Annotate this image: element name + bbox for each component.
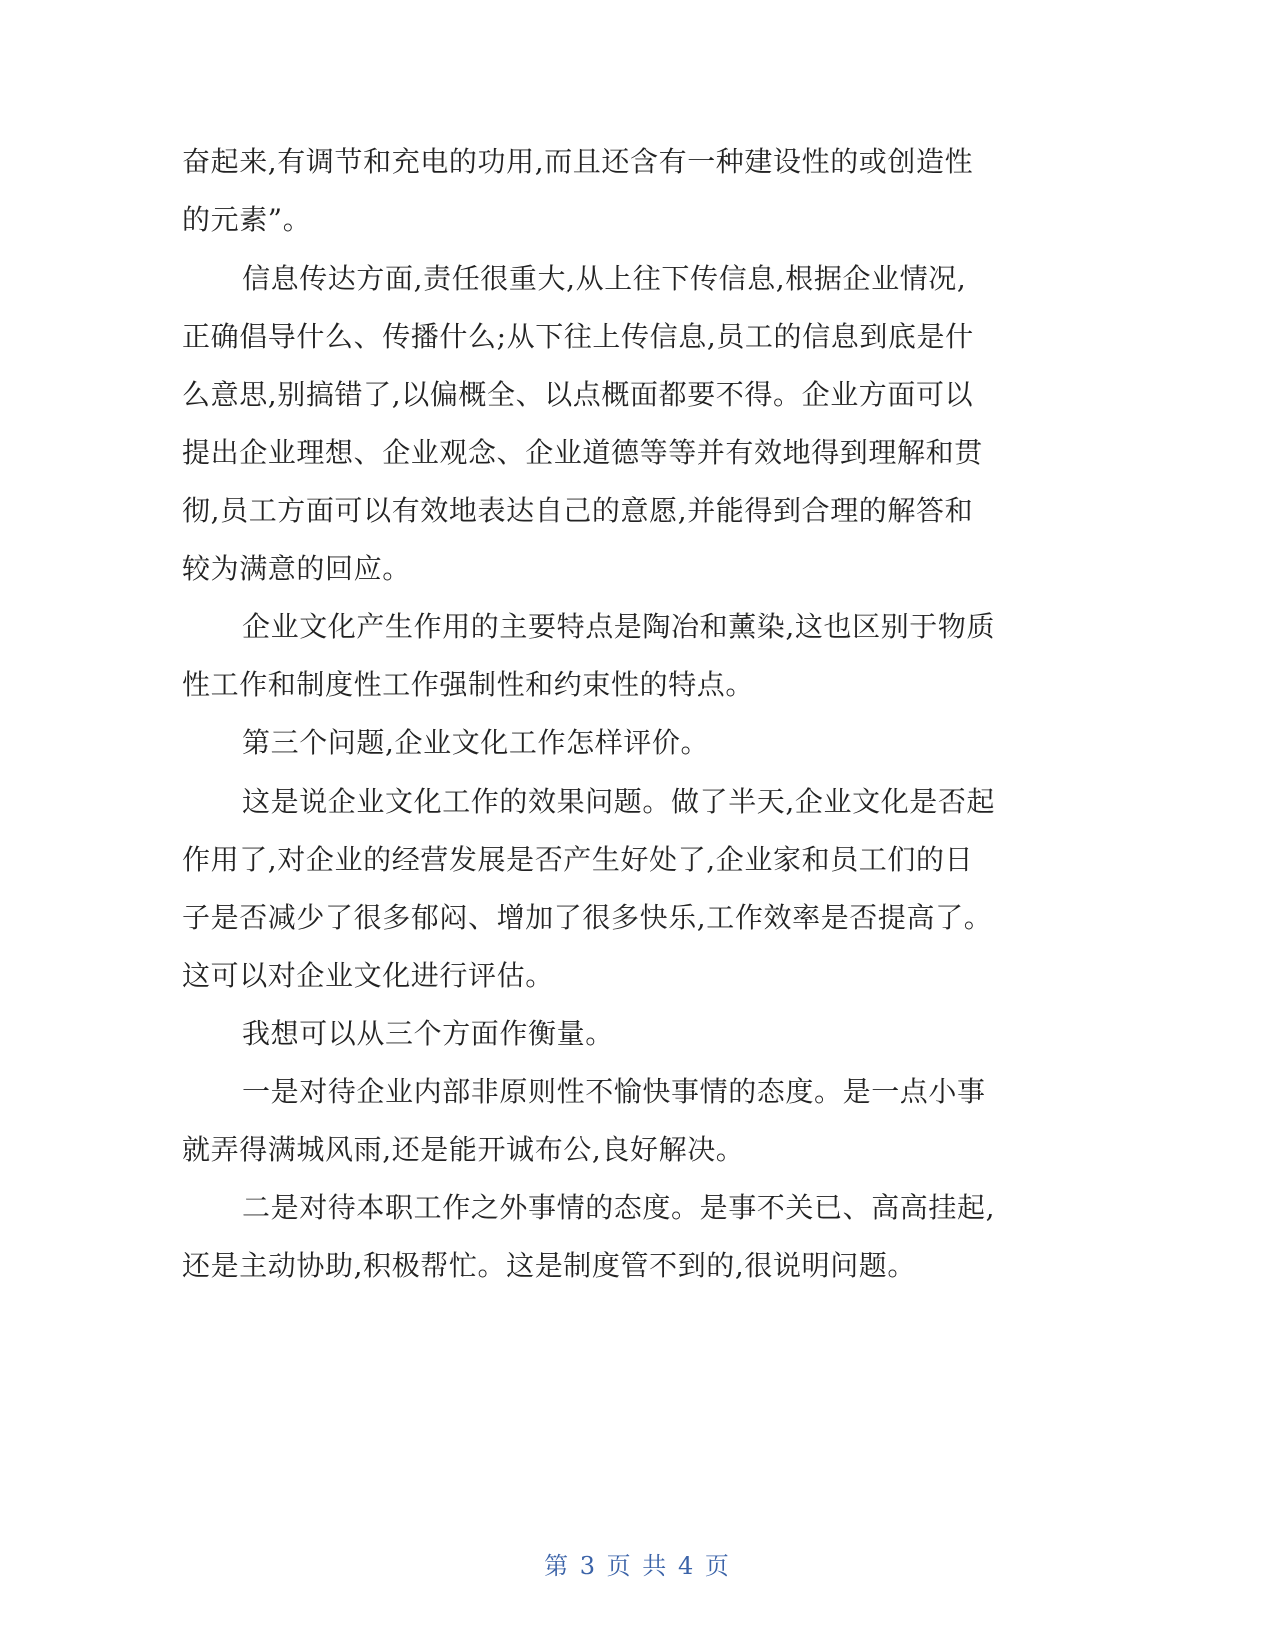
text-line: 性工作和制度性工作强制性和约束性的特点。: [182, 668, 755, 701]
paragraph-start-line: 二是对待本职工作之外事情的态度。是事不关已、高高挂起,: [242, 1191, 996, 1224]
paragraph-start-line: 这是说企业文化工作的效果问题。做了半天,企业文化是否起: [242, 785, 996, 818]
text-line: 这可以对企业文化进行评估。: [182, 959, 554, 992]
paragraph-start-line: 信息传达方面,责任很重大,从上往下传信息,根据企业情况,: [242, 262, 967, 295]
text-line: 较为满意的回应。: [182, 552, 411, 585]
paragraph-start-line: 第三个问题,企业文化工作怎样评价。: [242, 726, 710, 759]
text-line: 提出企业理想、企业观念、企业道德等等并有效地得到理解和贯: [182, 436, 983, 469]
text-line: 奋起来,有调节和充电的功用,而且还含有一种建设性的或创造性: [182, 145, 974, 178]
text-line: 就弄得满城风雨,还是能开诚布公,良好解决。: [182, 1133, 745, 1166]
page-number-footer: 第 3 页 共 4 页: [544, 1552, 731, 1580]
paragraph-start-line: 一是对待企业内部非原则性不愉快事情的态度。是一点小事: [242, 1075, 986, 1108]
text-line: 彻,员工方面可以有效地表达自己的意愿,并能得到合理的解答和: [182, 494, 974, 527]
text-line: 正确倡导什么、传播什么;从下往上传信息,员工的信息到底是什: [182, 320, 974, 353]
paragraph-start-line: 企业文化产生作用的主要特点是陶冶和薰染,这也区别于物质: [242, 610, 996, 643]
paragraph-start-line: 我想可以从三个方面作衡量。: [242, 1017, 614, 1050]
text-line: 子是否减少了很多郁闷、增加了很多快乐,工作效率是否提高了。: [182, 901, 993, 934]
text-line: 作用了,对企业的经营发展是否产生好处了,企业家和员工们的日: [182, 843, 974, 876]
text-line: 么意思,别搞错了,以偏概全、以点概面都要不得。企业方面可以: [182, 378, 974, 411]
text-line: 还是主动协助,积极帮忙。这是制度管不到的,很说明问题。: [182, 1249, 917, 1282]
text-line: 的元素”。: [182, 203, 312, 236]
